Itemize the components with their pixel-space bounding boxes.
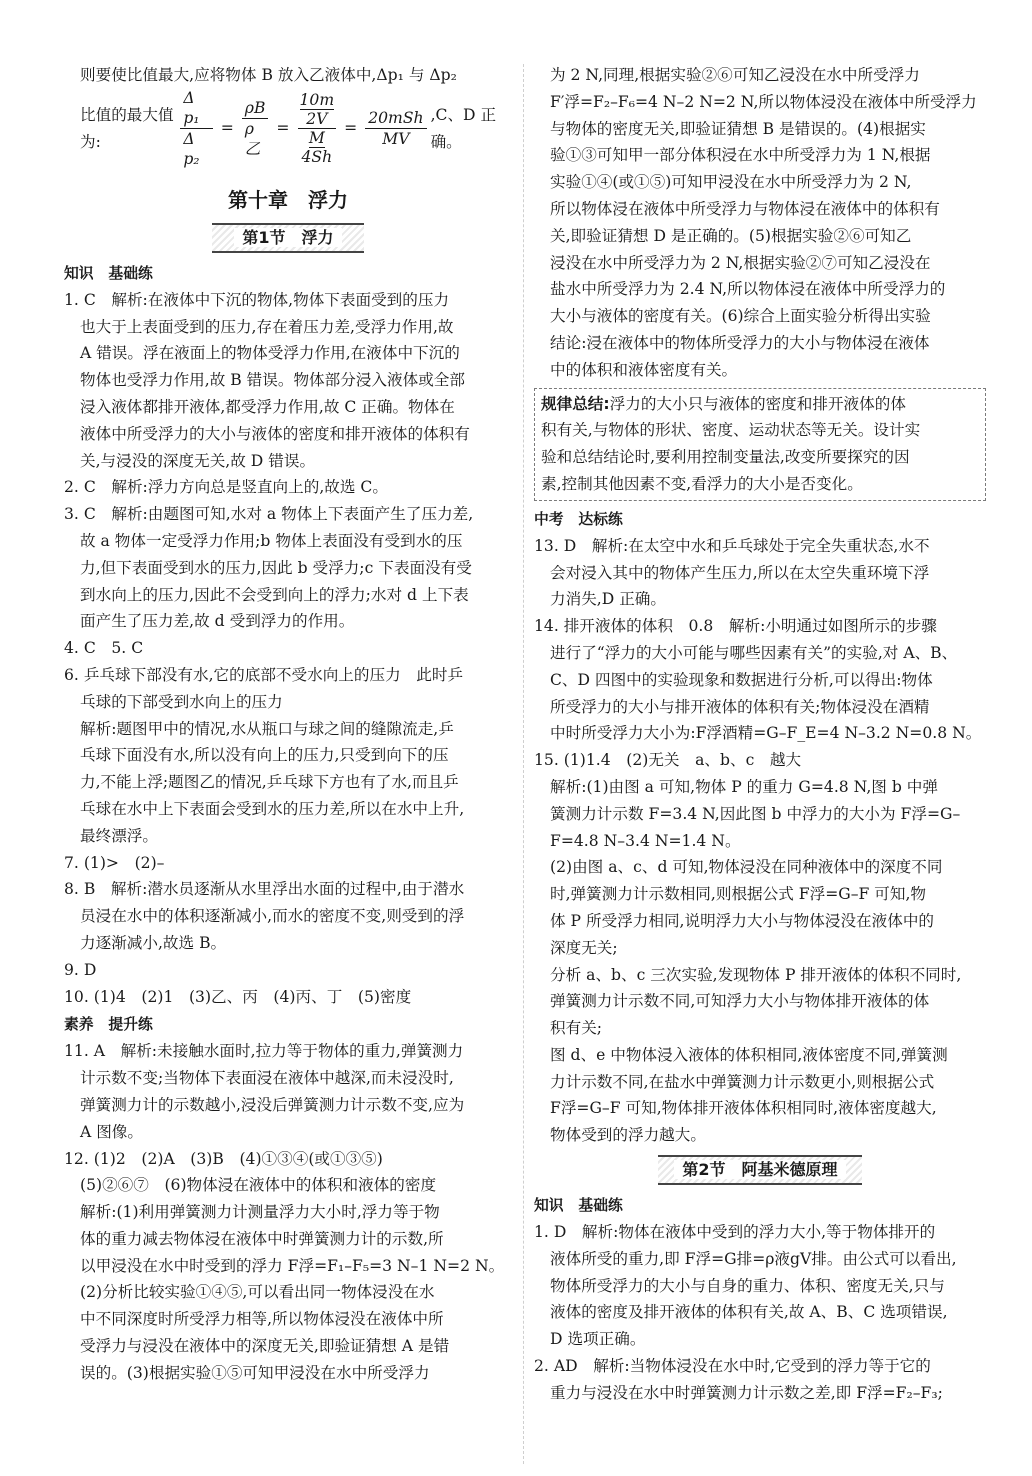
answer-line: D 选项正确。 <box>550 1330 646 1349</box>
answer-line: 盐水中所受浮力为 2.4 N,所以物体浸在液体中所受浮力的 <box>550 280 946 299</box>
answer-line: 员浸在水中的体积逐渐减小,而水的密度不变,则受到的浮 <box>80 907 465 926</box>
fraction-result-den: MV <box>382 130 410 149</box>
answer-block <box>64 287 512 1011</box>
compound-denominator <box>299 129 334 166</box>
fraction-rho-den: ρ乙 <box>244 120 261 159</box>
answer-line: 所受浮力的大小与排开液体的体积有关;物体浸没在酒精 <box>550 697 930 716</box>
answer-line: C、D 四图中的实验现象和数据进行分析,可以得出:物体 <box>550 670 933 689</box>
answer-line: 所以物体浸在液体中所受浮力与物体浸在液体中的体积有 <box>550 199 940 218</box>
answer-line: A 错误。浮在液面上的物体受浮力作用,在液体中下沉的 <box>80 344 460 363</box>
practice-heading: 素养 提升练 <box>64 1016 153 1034</box>
answer-line: 力逐渐减小,故选 B。 <box>80 933 227 952</box>
answer-line: 到水向上的压力,因此不会受到向上的浮力;水对 d 上下表 <box>80 585 469 604</box>
answer-line: 12. (1)2 (2)A (3)B (4)①③④(或①③⑤) <box>64 1149 383 1168</box>
answer-line: (2)由图 a、c、d 可知,物体浸没在同种液体中的深度不同 <box>550 858 943 877</box>
answer-line: 1. C 解析:在液体中下沉的物体,物体下表面受到的压力 <box>64 290 450 309</box>
answer-line: 1. D 解析:物体在液体中受到的浮力大小,等于物体排开的 <box>534 1223 936 1242</box>
summary-label: 规律总结: <box>541 394 610 413</box>
answer-line: 力计示数不同,在盐水中弹簧测力计示数更小,则根据公式 <box>550 1072 935 1091</box>
answer-line: 与物体的密度无关,即验证猜想 B 是错误的。(4)根据实 <box>550 119 926 138</box>
answer-line: 6. 乒乓球下部没有水,它的底部不受水向上的压力 此时乒 <box>64 665 464 684</box>
compound-den-bot: 4Sh <box>301 148 333 167</box>
equals-sign: = <box>220 119 234 138</box>
section-banner-2 <box>658 1155 862 1185</box>
summary-line: 规律总结:浮力的大小只与液体的密度和排开液体的体 <box>541 394 906 413</box>
answer-line: 结论:浸在液体中的物体所受浮力的大小与物体浸在液体 <box>550 333 930 352</box>
answer-line: 误的。(3)根据实验①⑤可知甲浸没在水中所受浮力 <box>80 1363 430 1382</box>
answer-line: 分析 a、b、c 三次实验,发现物体 P 排开液体的体积不同时, <box>550 965 962 984</box>
ratio-formula <box>80 89 512 169</box>
summary-box <box>534 388 986 501</box>
answer-line: 关,与浸没的深度无关,故 D 错误。 <box>80 451 316 470</box>
answer-line: 力,但下表面受到水的压力,因此 b 受浮力;c 下表面没有受 <box>80 558 472 577</box>
answer-line: 时,弹簧测力计示数相同,则根据公式 F浮=G–F 可知,物 <box>550 885 927 904</box>
answer-line: 也大于上表面受到的压力,存在着压力差,受浮力作用,故 <box>80 317 454 336</box>
fraction-rho <box>242 98 269 159</box>
answer-line: 弹簧测力计示数不同,可知浮力大小与物体排开液体的体 <box>550 992 930 1011</box>
answer-line: 7. (1)> (2)– <box>64 853 165 872</box>
answer-line: 液体所受的重力,即 F浮=G排=ρ液gV排。由公式可以看出, <box>550 1249 957 1268</box>
answer-line: 大小与液体的密度有关。(6)综合上面实验分析得出实验 <box>550 307 931 326</box>
answer-line: 簧测力计示数 F=3.4 N,因此图 b 中浮力的大小为 F浮=G– <box>550 804 961 823</box>
summary-line: 验和总结结论时,要利用控制变量法,改变所要探究的因 <box>541 448 910 467</box>
formula-suffix: ,C、D 正确。 <box>430 106 497 151</box>
equals-sign: = <box>344 119 358 138</box>
answer-line: 9. D <box>64 960 97 979</box>
practice-heading: 知识 基础练 <box>64 264 153 282</box>
answer-line: 中不同深度时所受浮力相等,所以物体浸没在液体中所 <box>80 1310 444 1329</box>
answer-line: 体的重力减去物体浸在液体中时弹簧测力计的示数,所 <box>80 1229 444 1248</box>
answer-line: 最终漂浮。 <box>80 826 158 845</box>
answer-line: 14. 排开液体的体积 0.8 解析:小明通过如图所示的步骤 <box>534 617 937 636</box>
compound-numerator <box>298 91 337 129</box>
answer-line: F=4.8 N–3.4 N=1.4 N。 <box>550 831 741 850</box>
answer-line: 验①③可知甲一部分体积浸在水中所受浮力为 1 N,根据 <box>550 146 931 165</box>
answer-line: 物体受到的浮力越大。 <box>550 1126 706 1145</box>
fraction-dp-den: Δ p₂ <box>183 130 200 169</box>
answer-line: (2)分析比较实验①④⑤,可以看出同一物体浸没在水 <box>80 1283 435 1302</box>
fraction-compound <box>298 91 337 166</box>
equals-sign: = <box>276 119 290 138</box>
answer-line: 2. C 解析:浮力方向总是竖直向上的,故选 C。 <box>64 478 388 497</box>
answer-line: 3. C 解析:由题图可知,水对 a 物体上下表面产生了压力差, <box>64 505 474 524</box>
fraction-dp-num: Δ p₁ <box>180 88 212 129</box>
fraction-dp <box>180 88 212 169</box>
practice-heading: 中考 达标练 <box>534 510 623 528</box>
answer-line: 关,即验证猜想 D 是正确的。(5)根据实验②⑥可知乙 <box>550 226 912 245</box>
compound-num-top: 10m <box>299 91 335 110</box>
answer-line: 受浮力与浸没在液体中的深度无关,即验证猜想 A 是错 <box>80 1337 450 1356</box>
answer-line: 物体也受浮力作用,故 B 错误。物体部分浸入液体或全部 <box>80 371 465 390</box>
answer-block <box>534 1219 986 1407</box>
column-divider <box>523 64 524 1464</box>
answer-line: 解析:(1)利用弹簧测力计测量浮力大小时,浮力等于物 <box>80 1203 440 1222</box>
answer-line: 13. D 解析:在太空中水和乒乓球处于完全失重状态,水不 <box>534 536 930 555</box>
answer-line: 物体所受浮力的大小与自身的重力、体积、密度无关,只与 <box>550 1276 945 1295</box>
answer-line: 中的体积和液体密度有关。 <box>550 360 738 379</box>
answer-line: 面产生了压力差,故 d 受到浮力的作用。 <box>80 612 355 631</box>
answer-line: 15. (1)1.4 (2)无关 a、b、c 越大 <box>534 751 802 770</box>
answer-line: A 图像。 <box>80 1122 143 1141</box>
fraction-result-num: 20mSh <box>365 108 426 129</box>
fraction-result <box>365 108 426 149</box>
answer-block <box>64 1038 512 1386</box>
answer-line: 8. B 解析:潜水员逐渐从水里浮出水面的过程中,由于潜水 <box>64 880 465 899</box>
answer-line: 4. C 5. C <box>64 639 144 658</box>
compound-den-top: M <box>308 129 325 148</box>
compound-num-bot: 2V <box>306 110 328 129</box>
answer-line: F浮=G–F 可知,物体排开液体体积相同时,液体密度越大, <box>550 1099 937 1118</box>
answer-line: 中时所受浮力大小为:F浮酒精=G–F_E=4 N–3.2 N=0.8 N。 <box>550 724 982 743</box>
answer-line: 液体的密度及排开液体的体积有关,故 A、B、C 选项错误, <box>550 1303 948 1322</box>
answer-line: 液体中所受浮力的大小与液体的密度和排开液体的体积有 <box>80 424 470 443</box>
summary-line: 素,控制其他因素不变,看浮力的大小是否变化。 <box>541 474 863 493</box>
section-banner-1 <box>212 223 364 253</box>
answer-line: 乓球的下部受到水向上的压力 <box>80 692 283 711</box>
answer-line: 重力与浸没在水中时弹簧测力计示数之差,即 F浮=F₂–F₃; <box>550 1383 943 1402</box>
section-title: 第1节 浮力 <box>234 228 341 247</box>
answer-line: (5)②⑥⑦ (6)物体浸在液体中的体积和液体的密度 <box>80 1176 437 1195</box>
answer-block <box>534 62 986 384</box>
answer-line: 乓球在水中上下表面会受到水的压力差,所以在水中上升, <box>80 799 465 818</box>
answer-line: 为 2 N,同理,根据实验②⑥可知乙浸没在水中所受浮力 <box>550 66 920 84</box>
answer-line: 浸没在水中所受浮力为 2 N,根据实验②⑦可知乙浸没在 <box>550 253 931 272</box>
answer-line: 弹簧测力计的示数越小,浸没后弹簧测力计示数不变,应为 <box>80 1095 465 1114</box>
answer-line: 力,不能上浮;题图乙的情况,乒乓球下方也有了水,而且乒 <box>80 773 459 792</box>
answer-line: F′浮=F₂–F₆=4 N–2 N=2 N,所以物体浸没在液体中所受浮力 <box>550 92 977 111</box>
answer-line: 体 P 所受浮力相同,说明浮力大小与物体浸没在液体中的 <box>550 911 935 930</box>
answer-line: 以甲浸没在水中时受到的浮力 F浮=F₁–F₅=3 N–1 N=2 N。 <box>80 1256 505 1275</box>
answer-line: 深度无关; <box>550 938 618 957</box>
left-column <box>64 62 512 1387</box>
formula-prefix: 比值的最大值为: <box>80 106 174 151</box>
answer-line: 11. A 解析:未接触水面时,拉力等于物体的重力,弹簧测力 <box>64 1042 464 1061</box>
answer-line: 积有关; <box>550 1019 603 1038</box>
answer-line: 浸入液体都排开液体,都受浮力作用,故 C 正确。物体在 <box>80 397 455 416</box>
answer-line: 解析:(1)由图 a 可知,物体 P 的重力 G=4.8 N,图 b 中弹 <box>550 777 938 796</box>
answer-block <box>534 533 986 1149</box>
summary-line: 积有关,与物体的形状、密度、运动状态等无关。设计实 <box>541 421 921 440</box>
intro-line: 则要使比值最大,应将物体 B 放入乙液体中,Δp₁ 与 Δp₂ <box>80 66 457 84</box>
chapter-title: 第十章 浮力 <box>228 187 348 212</box>
answer-line: 故 a 物体一定受浮力作用;b 物体上表面没有受到水的压 <box>80 531 463 550</box>
answer-line: 力消失,D 正确。 <box>550 590 666 609</box>
answer-line: 2. AD 解析:当物体浸没在水中时,它受到的浮力等于它的 <box>534 1357 931 1376</box>
answer-line: 实验①④(或①⑤)可知甲浸没在水中所受浮力为 2 N, <box>550 173 912 192</box>
practice-heading: 知识 基础练 <box>534 1197 623 1215</box>
answer-line: 乓球下面没有水,所以没有向上的压力,只受到向下的压 <box>80 746 449 765</box>
answer-line: 解析:题图甲中的情况,水从瓶口与球之间的缝隙流走,乒 <box>80 719 454 738</box>
answer-line: 会对浸入其中的物体产生压力,所以在太空失重环境下浮 <box>550 563 930 582</box>
right-column <box>534 62 986 1407</box>
answer-line: 10. (1)4 (2)1 (3)乙、丙 (4)丙、丁 (5)密度 <box>64 987 412 1006</box>
answer-line: 图 d、e 中物体浸入液体的体积相同,液体密度不同,弹簧测 <box>550 1045 948 1064</box>
section-title: 第2节 阿基米德原理 <box>674 1160 845 1179</box>
answer-line: 进行了“浮力的大小可能与哪些因素有关”的实验,对 A、B、 <box>550 643 958 662</box>
answer-line: 计示数不变;当物体下表面浸在液体中越深,而未浸没时, <box>80 1069 454 1088</box>
fraction-rho-num: ρB <box>242 98 269 119</box>
